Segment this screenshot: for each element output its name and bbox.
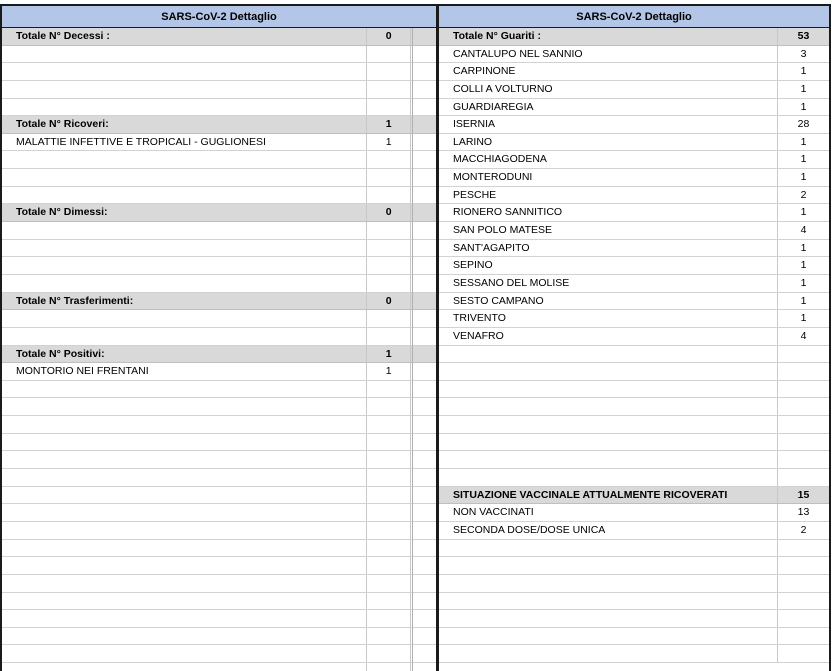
item-name: CARPINONE xyxy=(453,65,516,78)
table-row xyxy=(439,328,829,346)
item-value xyxy=(366,381,410,398)
item-value xyxy=(777,346,829,363)
item-name: MONTERODUNI xyxy=(453,171,533,184)
empty-row xyxy=(2,275,436,293)
section-header-row xyxy=(2,204,436,222)
item-value xyxy=(366,557,410,574)
empty-row xyxy=(2,593,436,611)
empty-row xyxy=(2,628,436,646)
spare-cell xyxy=(410,46,436,63)
left-detail-panel xyxy=(0,4,438,671)
item-value: 13 xyxy=(777,504,829,521)
spare-cell xyxy=(410,151,436,168)
item-name: MONTORIO NEI FRENTANI xyxy=(16,365,149,378)
item-name: SESSANO DEL MOLISE xyxy=(453,276,570,289)
item-name xyxy=(439,451,777,468)
item-value xyxy=(366,645,410,662)
spare-cell xyxy=(410,628,436,645)
spare-cell xyxy=(410,169,436,186)
empty-row xyxy=(2,151,436,169)
table-row xyxy=(439,257,829,275)
item-value xyxy=(366,222,410,239)
item-value xyxy=(366,469,410,486)
empty-row xyxy=(2,381,436,399)
item-name xyxy=(439,557,777,574)
empty-row xyxy=(439,381,829,399)
item-name xyxy=(2,275,366,292)
spare-cell xyxy=(410,346,436,363)
empty-row xyxy=(2,81,436,99)
item-value: 1 xyxy=(777,293,829,310)
item-value xyxy=(366,610,410,627)
table-row xyxy=(439,504,829,522)
spare-cell xyxy=(410,63,436,80)
table-row xyxy=(439,116,829,134)
item-name: SECONDA DOSE/DOSE UNICA xyxy=(453,523,606,536)
item-value: 2 xyxy=(777,187,829,204)
item-value: 3 xyxy=(777,46,829,63)
empty-row xyxy=(2,451,436,469)
empty-row xyxy=(2,187,436,205)
item-value xyxy=(366,575,410,592)
right-detail-panel xyxy=(437,4,831,671)
item-value: 1 xyxy=(777,169,829,186)
spare-cell xyxy=(410,293,436,310)
empty-row xyxy=(439,363,829,381)
empty-row xyxy=(2,487,436,505)
section-label: Totale N° Positivi: xyxy=(16,347,105,360)
item-name: SEPINO xyxy=(453,259,493,272)
section-total: 15 xyxy=(777,487,829,504)
section-header-row xyxy=(439,28,829,46)
item-name xyxy=(2,663,366,671)
spare-cell xyxy=(410,487,436,504)
item-value xyxy=(366,540,410,557)
item-name xyxy=(2,645,366,662)
right-panel-title: SARS-CoV-2 Dettaglio xyxy=(439,6,829,28)
section-total: 1 xyxy=(366,116,410,133)
section-total: 0 xyxy=(366,28,410,45)
item-value: 1 xyxy=(366,134,410,151)
section-label: Totale N° Guariti : xyxy=(453,30,542,42)
spare-cell xyxy=(410,81,436,98)
item-name xyxy=(439,398,777,415)
item-name xyxy=(439,645,777,662)
item-name xyxy=(2,310,366,327)
spare-cell xyxy=(410,134,436,151)
item-value: 4 xyxy=(777,222,829,239)
spare-cell xyxy=(410,310,436,327)
table-row xyxy=(439,63,829,81)
item-value xyxy=(366,451,410,468)
empty-row xyxy=(439,416,829,434)
left-panel-title: SARS-CoV-2 Dettaglio xyxy=(2,6,436,28)
spare-cell xyxy=(410,522,436,539)
spare-cell xyxy=(410,99,436,116)
empty-row xyxy=(2,222,436,240)
section-header-row xyxy=(2,116,436,134)
table-row xyxy=(439,310,829,328)
table-row xyxy=(439,522,829,540)
table-row xyxy=(2,363,436,381)
item-name xyxy=(2,469,366,486)
left-rows xyxy=(2,28,436,671)
empty-row xyxy=(2,663,436,671)
spare-cell xyxy=(410,204,436,221)
section-total: 53 xyxy=(777,28,829,45)
item-name xyxy=(2,434,366,451)
spare-cell xyxy=(410,540,436,557)
empty-row xyxy=(439,610,829,628)
item-name xyxy=(439,540,777,557)
item-value xyxy=(366,187,410,204)
spare-cell xyxy=(410,240,436,257)
item-name xyxy=(439,469,777,486)
item-name xyxy=(2,328,366,345)
empty-row xyxy=(439,557,829,575)
spare-cell xyxy=(410,187,436,204)
empty-row xyxy=(2,540,436,558)
item-value: 1 xyxy=(777,81,829,98)
section-header-row xyxy=(439,487,829,505)
empty-row xyxy=(439,451,829,469)
left-column-divider xyxy=(412,28,413,671)
table-row xyxy=(439,222,829,240)
item-value xyxy=(366,99,410,116)
spare-cell xyxy=(410,275,436,292)
item-name xyxy=(2,451,366,468)
item-value: 1 xyxy=(777,310,829,327)
item-value: 1 xyxy=(777,99,829,116)
item-value xyxy=(777,469,829,486)
item-name xyxy=(2,487,366,504)
spare-cell xyxy=(410,645,436,662)
item-value: 1 xyxy=(777,257,829,274)
section-total: 0 xyxy=(366,293,410,310)
item-name xyxy=(439,610,777,627)
spare-cell xyxy=(410,328,436,345)
item-value xyxy=(777,557,829,574)
item-value: 28 xyxy=(777,116,829,133)
spare-cell xyxy=(410,222,436,239)
section-header-row xyxy=(2,293,436,311)
spare-cell xyxy=(410,469,436,486)
section-label: Totale N° Decessi : xyxy=(16,30,110,42)
empty-row xyxy=(439,593,829,611)
section-header-row xyxy=(2,346,436,364)
item-name xyxy=(2,504,366,521)
spare-cell xyxy=(410,381,436,398)
empty-row xyxy=(2,416,436,434)
item-name xyxy=(2,522,366,539)
item-name xyxy=(2,540,366,557)
spare-cell xyxy=(410,257,436,274)
item-name xyxy=(2,628,366,645)
item-value xyxy=(777,363,829,380)
item-name xyxy=(439,434,777,451)
item-value xyxy=(366,487,410,504)
spare-cell xyxy=(410,663,436,671)
spare-cell xyxy=(410,557,436,574)
empty-row xyxy=(439,540,829,558)
table-row xyxy=(439,204,829,222)
item-value xyxy=(777,540,829,557)
item-name: GUARDIAREGIA xyxy=(453,100,534,113)
item-name xyxy=(2,416,366,433)
item-value xyxy=(366,275,410,292)
item-name: SANT'AGAPITO xyxy=(453,241,530,254)
item-name: NON VACCINATI xyxy=(453,506,534,519)
empty-row xyxy=(2,398,436,416)
item-value xyxy=(366,504,410,521)
section-label: SITUAZIONE VACCINALE ATTUALMENTE RICOVERATI xyxy=(453,488,728,501)
item-name xyxy=(439,628,777,645)
item-name xyxy=(439,346,777,363)
spare-cell xyxy=(410,575,436,592)
item-name xyxy=(2,557,366,574)
item-value xyxy=(366,240,410,257)
item-value: 1 xyxy=(777,240,829,257)
empty-row xyxy=(2,240,436,258)
item-value xyxy=(366,593,410,610)
table-row xyxy=(439,240,829,258)
spare-cell xyxy=(410,451,436,468)
spare-cell xyxy=(410,504,436,521)
item-name xyxy=(2,257,366,274)
empty-row xyxy=(2,610,436,628)
item-name: RIONERO SANNITICO xyxy=(453,206,563,219)
item-name: VENAFRO xyxy=(453,329,504,342)
empty-row xyxy=(439,469,829,487)
spare-cell xyxy=(410,593,436,610)
table-row xyxy=(439,275,829,293)
item-name: MALATTIE INFETTIVE E TROPICALI - GUGLIONESI xyxy=(16,135,266,148)
item-name: LARINO xyxy=(453,135,493,148)
item-value xyxy=(777,398,829,415)
empty-row xyxy=(439,645,829,663)
spare-cell xyxy=(410,398,436,415)
section-header-row xyxy=(2,28,436,46)
empty-row xyxy=(439,628,829,646)
empty-row xyxy=(2,169,436,187)
item-name xyxy=(2,398,366,415)
item-value xyxy=(777,381,829,398)
item-value: 1 xyxy=(777,63,829,80)
item-value: 1 xyxy=(777,204,829,221)
item-name: COLLI A VOLTURNO xyxy=(453,82,553,95)
empty-row xyxy=(2,434,436,452)
item-name xyxy=(439,363,777,380)
item-name xyxy=(2,610,366,627)
item-value: 1 xyxy=(777,151,829,168)
item-name xyxy=(2,151,366,168)
empty-row xyxy=(439,434,829,452)
item-value xyxy=(366,522,410,539)
item-value xyxy=(777,628,829,645)
empty-row xyxy=(2,645,436,663)
item-name xyxy=(439,593,777,610)
empty-row xyxy=(2,310,436,328)
empty-row xyxy=(2,257,436,275)
item-name xyxy=(439,381,777,398)
item-value xyxy=(366,81,410,98)
table-row xyxy=(439,169,829,187)
item-value xyxy=(366,151,410,168)
item-value xyxy=(366,63,410,80)
section-total: 1 xyxy=(366,346,410,363)
section-label: Totale N° Trasferimenti: xyxy=(16,294,134,307)
spare-cell xyxy=(410,116,436,133)
item-value xyxy=(366,434,410,451)
item-value: 2 xyxy=(777,522,829,539)
item-value xyxy=(777,575,829,592)
empty-row xyxy=(2,575,436,593)
item-value xyxy=(366,257,410,274)
item-value xyxy=(366,416,410,433)
item-name xyxy=(2,63,366,80)
spare-cell xyxy=(410,416,436,433)
item-value: 1 xyxy=(777,134,829,151)
empty-row xyxy=(2,522,436,540)
empty-row xyxy=(2,557,436,575)
item-value xyxy=(366,169,410,186)
item-name xyxy=(2,593,366,610)
empty-row xyxy=(439,575,829,593)
spare-cell xyxy=(410,610,436,627)
item-name xyxy=(2,222,366,239)
table-row xyxy=(439,81,829,99)
item-value xyxy=(777,451,829,468)
item-name xyxy=(2,240,366,257)
table-row xyxy=(2,134,436,152)
item-name xyxy=(2,187,366,204)
table-row xyxy=(439,293,829,311)
table-row xyxy=(439,187,829,205)
item-name: MACCHIAGODENA xyxy=(453,153,547,166)
empty-row xyxy=(2,469,436,487)
item-name xyxy=(2,81,366,98)
item-name xyxy=(2,381,366,398)
right-rows xyxy=(439,28,829,671)
item-name xyxy=(439,416,777,433)
item-name xyxy=(439,575,777,592)
item-value xyxy=(777,645,829,662)
item-value: 1 xyxy=(777,275,829,292)
item-value xyxy=(366,46,410,63)
table-row xyxy=(439,134,829,152)
item-value xyxy=(366,328,410,345)
item-value: 4 xyxy=(777,328,829,345)
item-value xyxy=(366,663,410,671)
item-value xyxy=(777,610,829,627)
item-value xyxy=(366,398,410,415)
section-total: 0 xyxy=(366,204,410,221)
item-value xyxy=(366,628,410,645)
item-value xyxy=(777,434,829,451)
spare-cell xyxy=(410,28,436,45)
item-value: 1 xyxy=(366,363,410,380)
item-name xyxy=(2,46,366,63)
empty-row xyxy=(439,398,829,416)
empty-row xyxy=(2,99,436,117)
item-name xyxy=(2,575,366,592)
table-row xyxy=(439,151,829,169)
section-label: Totale N° Ricoveri: xyxy=(16,118,109,131)
spare-cell xyxy=(410,434,436,451)
empty-row xyxy=(2,504,436,522)
empty-row xyxy=(2,63,436,81)
section-label: Totale N° Dimessi: xyxy=(16,206,108,219)
empty-row xyxy=(2,46,436,64)
item-name: CANTALUPO NEL SANNIO xyxy=(453,47,583,60)
item-value xyxy=(366,310,410,327)
empty-row xyxy=(439,346,829,364)
item-name: TRIVENTO xyxy=(453,312,506,325)
spare-cell xyxy=(410,363,436,380)
item-value xyxy=(777,593,829,610)
empty-row xyxy=(2,328,436,346)
item-name xyxy=(2,99,366,116)
table-row xyxy=(439,99,829,117)
item-name: SAN POLO MATESE xyxy=(453,224,552,237)
item-name: SESTO CAMPANO xyxy=(453,294,544,307)
item-value xyxy=(777,416,829,433)
item-name: PESCHE xyxy=(453,188,497,201)
item-name: ISERNIA xyxy=(453,118,496,131)
table-row xyxy=(439,46,829,64)
item-name xyxy=(2,169,366,186)
